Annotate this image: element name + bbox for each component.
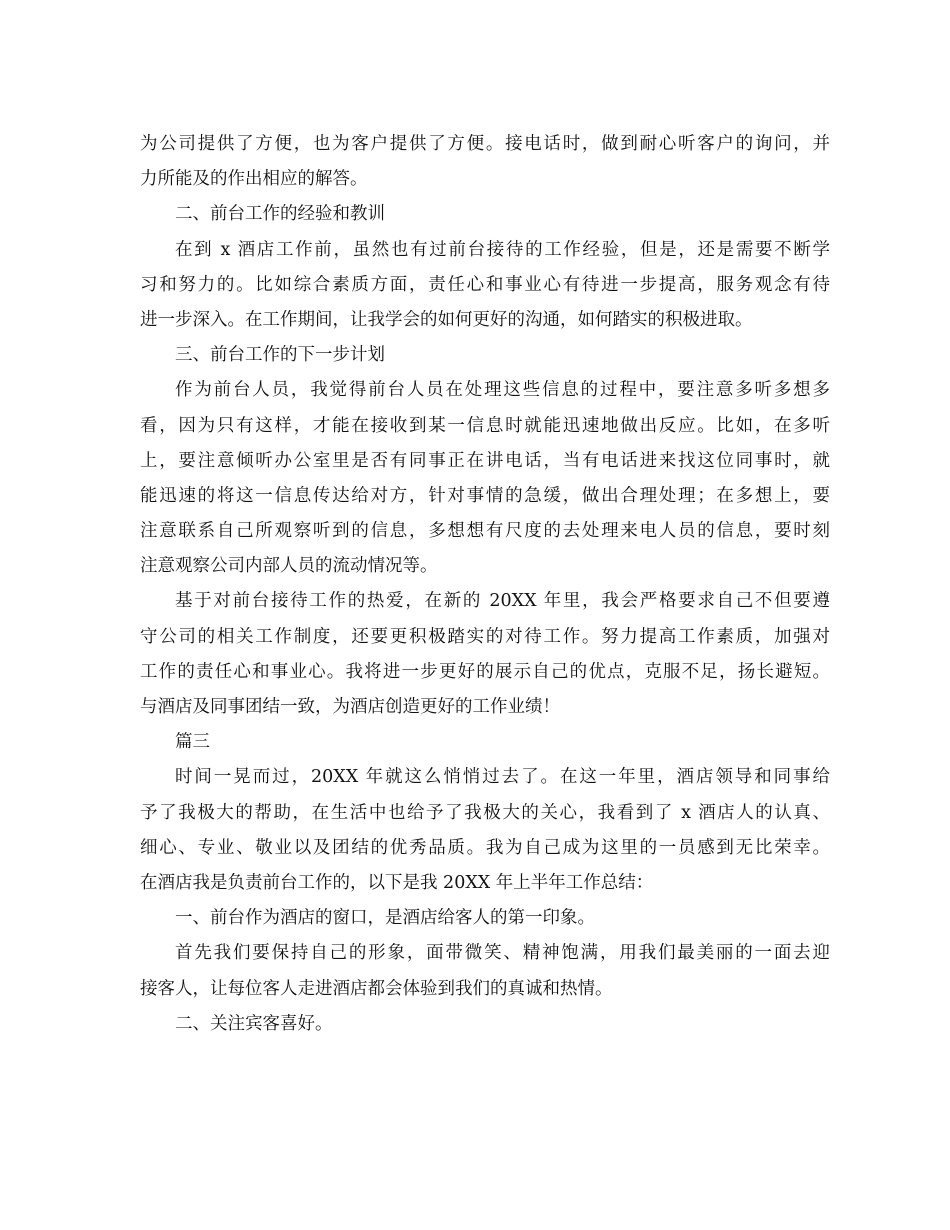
- section-heading: 二、关注宾客喜好。: [175, 1013, 333, 1034]
- section-heading: 三、前台工作的下一步计划: [175, 345, 385, 366]
- body-line: 与酒店及同事团结一致，为酒店创造更好的工作业绩！: [140, 697, 560, 717]
- body-line: 守公司的相关工作制度，还要更积极踏实的对待工作。努力提高工作素质，加强对: [140, 626, 830, 647]
- body-line: 上，要注意倾听办公室里是否有同事正在讲电话，当有电话进来找这位同事时，就: [140, 450, 830, 471]
- body-line: 注意联系自己所观察听到的信息，多想想有尺度的去处理来电人员的信息，要时刻: [140, 521, 830, 542]
- section-heading: 一、前台作为酒店的窗口，是酒店给客人的第一印象。: [175, 908, 595, 929]
- section-heading: 二、前台工作的经验和教训: [175, 204, 385, 225]
- body-line: 作为前台人员，我觉得前台人员在处理这些信息的过程中，要注意多听多想多: [175, 380, 830, 401]
- document-body: [140, 127, 830, 1042]
- body-line: 在酒店我是负责前台工作的，以下是我 20XX 年上半年工作总结：: [140, 872, 654, 893]
- body-line: 时间一晃而过，20XX 年就这么悄悄过去了。在这一年里，酒店领导和同事给: [175, 767, 830, 788]
- body-line: 工作的责任心和事业心。我将进一步更好的展示自己的优点，克服不足，扬长避短。: [140, 661, 830, 682]
- body-line: 予了我极大的帮助，在生活中也给予了我极大的关心，我看到了 x 酒店人的认真、: [140, 802, 830, 823]
- body-line: 细心、专业、敬业以及团结的优秀品质。我为自己成为这里的一员感到无比荣幸。: [140, 837, 830, 858]
- body-line: 注意观察公司内部人员的流动情况等。: [140, 556, 438, 577]
- body-line: 习和努力的。比如综合素质方面，责任心和事业心有待进一步提高，服务观念有待: [140, 274, 830, 295]
- body-line: 为公司提供了方便，也为客户提供了方便。接电话时，做到耐心听客户的询问，并: [140, 134, 830, 154]
- body-line: 首先我们要保持自己的形象，面带微笑、精神饱满，用我们最美丽的一面去迎: [175, 943, 830, 964]
- body-line: 看，因为只有这样，才能在接收到某一信息时就能迅速地做出反应。比如，在多听: [140, 415, 830, 436]
- body-line: 在到 x 酒店工作前，虽然也有过前台接待的工作经验，但是，还是需要不断学: [175, 239, 830, 260]
- body-line: 能迅速的将这一信息传达给对方，针对事情的急缓，做出合理处理；在多想上，要: [140, 485, 830, 506]
- body-line: 接客人，让每位客人走进酒店都会体验到我们的真诚和热情。: [140, 978, 613, 999]
- body-line: 基于对前台接待工作的热爱，在新的 20XX 年里，我会严格要求自己不但要遵: [175, 591, 830, 612]
- body-line: 进一步深入。在工作期间，让我学会的如何更好的沟通，如何踏实的积极进取。: [140, 309, 753, 330]
- section-heading: 篇三: [175, 732, 210, 753]
- body-line: 力所能及的作出相应的解答。: [140, 169, 368, 190]
